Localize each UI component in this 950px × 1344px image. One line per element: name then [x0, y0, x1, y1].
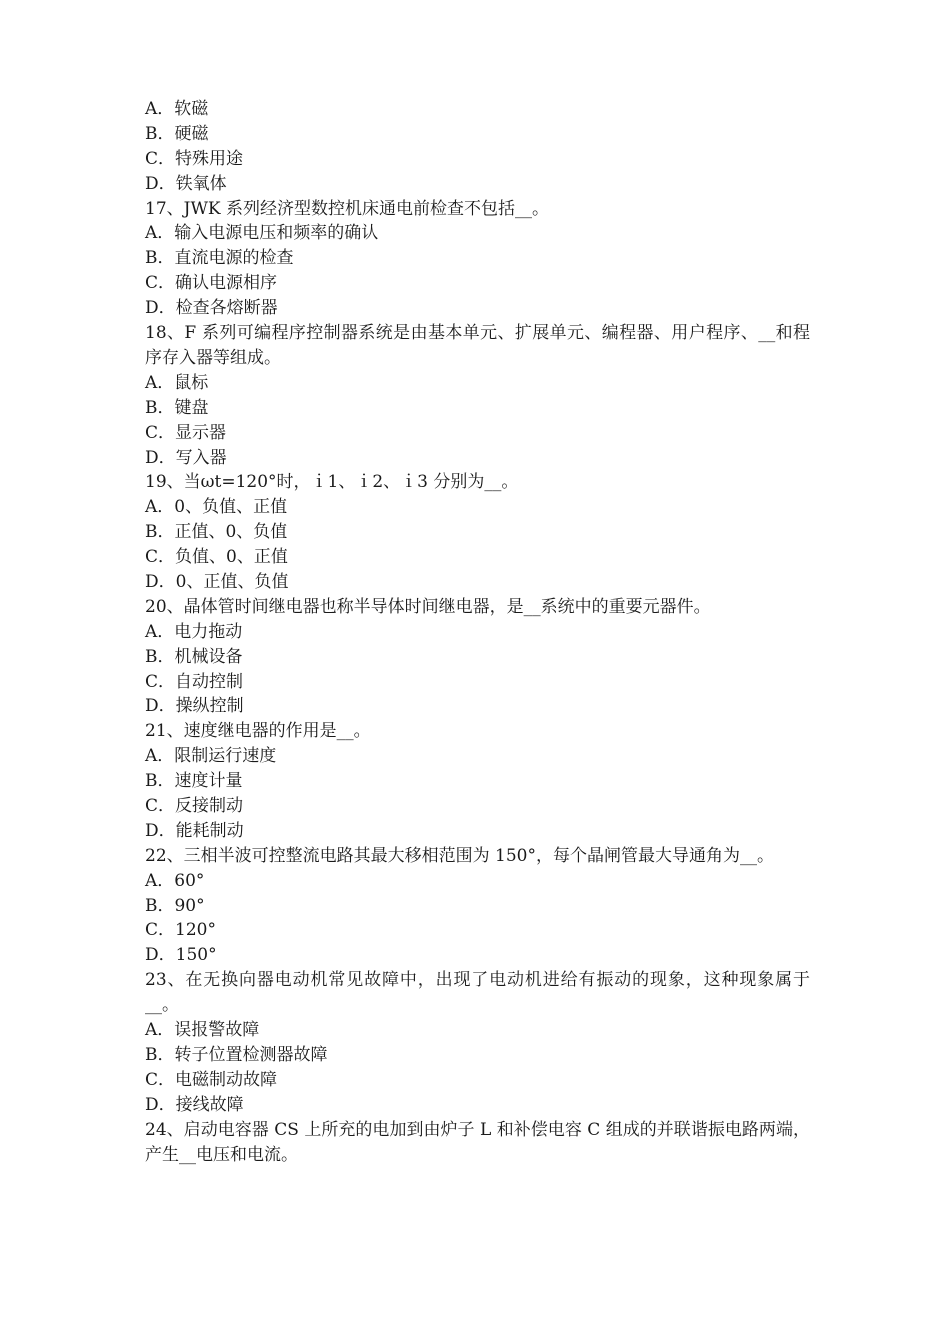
option-item: D．写入器 — [145, 447, 227, 468]
question-stem: 18、F 系列可编程序控制器系统是由基本单元、扩展单元、编程器、用户程序、__和程序存入器等组成。 — [145, 323, 810, 368]
option-item: C．自动控制 — [145, 671, 244, 692]
option-item: C．显示器 — [145, 422, 227, 443]
option-item: D．接线故障 — [145, 1094, 244, 1115]
option-item: D．150° — [145, 945, 217, 966]
option-item: C．确认电源相序 — [145, 273, 278, 294]
option-item: B．正值、0、负值 — [145, 522, 288, 543]
option-item: B．转子位置检测器故障 — [145, 1044, 328, 1065]
option-item: B．速度计量 — [145, 771, 243, 792]
option-item: D．能耗制动 — [145, 820, 244, 841]
option-item: A．软磁 — [145, 99, 209, 119]
option-item: D．检查各熔断器 — [145, 298, 278, 319]
option-item: B．硬磁 — [145, 123, 209, 144]
question-stem: 17、JWK 系列经济型数控机床通电前检查不包括__。 — [145, 198, 550, 219]
question-stem: 22、三相半波可控整流电路其最大移相范围为 150°，每个晶闸管最大导通角为__。 — [145, 845, 774, 866]
question-stem: 24、启动电容器 CS 上所充的电加到由炉子 L 和补偿电容 C 组成的并联谐振电路两端，产生__电压和电流。 — [145, 1119, 810, 1165]
question-list — [145, 97, 810, 1167]
option-item: A．0、负值、正值 — [145, 497, 288, 518]
option-item: A．限制运行速度 — [145, 746, 277, 767]
question-stem: 21、速度继电器的作用是__。 — [145, 721, 371, 742]
option-item: C．电磁制动故障 — [145, 1069, 278, 1090]
question-stem: 20、晶体管时间继电器也称半导体时间继电器，是__系统中的重要元器件。 — [145, 596, 711, 617]
option-item: D．操纵控制 — [145, 696, 244, 717]
option-item: A．误报警故障 — [145, 1020, 260, 1041]
option-item: C．特殊用途 — [145, 148, 244, 169]
option-item: B．键盘 — [145, 397, 209, 418]
option-item: A．输入电源电压和频率的确认 — [145, 223, 379, 244]
option-item: B．90° — [145, 895, 205, 916]
question-stem: 23、在无换向器电动机常见故障中，出现了电动机进给有振动的现象，这种现象属于__。 — [145, 970, 810, 1016]
option-item: D．铁氧体 — [145, 173, 227, 194]
option-item: B．直流电源的检查 — [145, 248, 294, 269]
option-item: B．机械设备 — [145, 646, 243, 667]
option-item: A．60° — [145, 870, 205, 891]
option-item: C．反接制动 — [145, 795, 244, 816]
option-item: C．负值、0、正值 — [145, 547, 288, 568]
option-item: A．鼠标 — [145, 372, 209, 393]
question-stem: 19、当ωt=120°时，ｉ1、ｉ2、ｉ3 分别为__。 — [145, 472, 519, 493]
option-item: C．120° — [145, 920, 216, 941]
option-item: D．0、正值、负值 — [145, 571, 289, 592]
option-item: A．电力拖动 — [145, 621, 243, 642]
